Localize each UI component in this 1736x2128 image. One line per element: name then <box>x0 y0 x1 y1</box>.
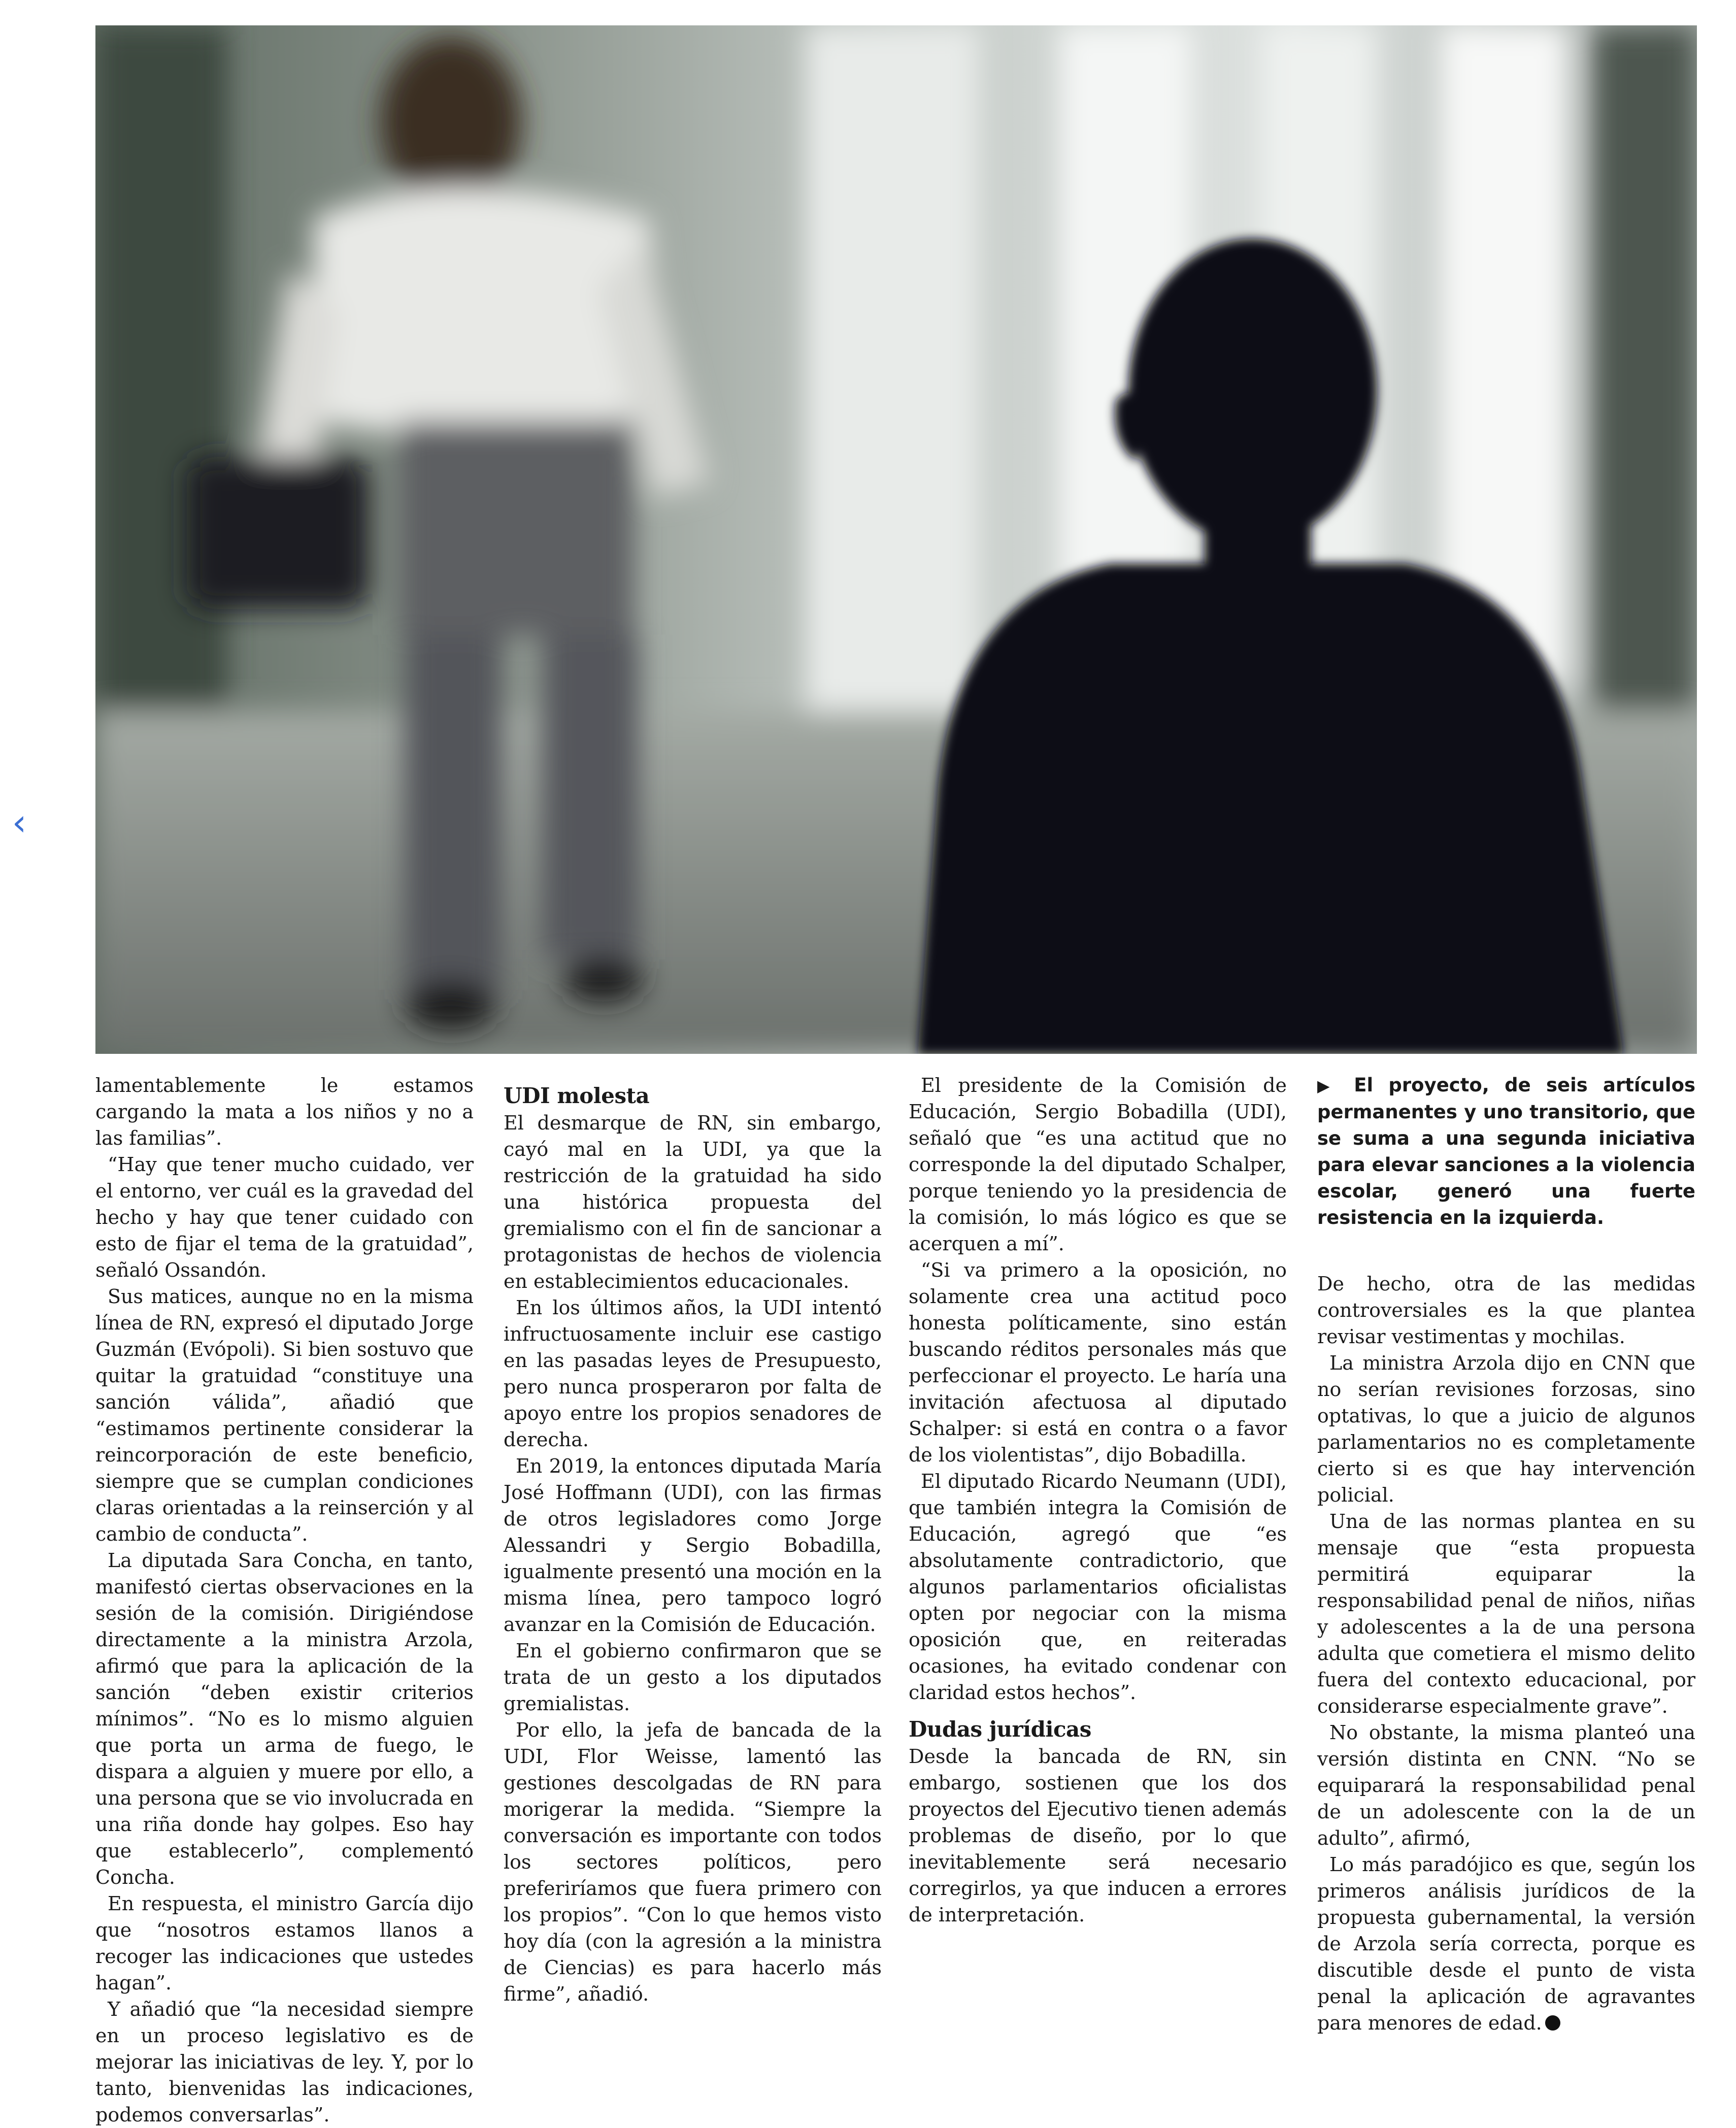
article-column-4 <box>1317 1072 1695 2036</box>
pull-quote-text: El proyecto, de seis artículos permanentes y uno transitorio, que se suma a una segunda iniciativa para elevar sanciones a la violencia escolar, generó una fuerte resistencia en la izquierda. <box>1317 1074 1696 1228</box>
paragraph: “Si va primero a la oposición, no solamente crea una actitud poco honesta políticamente, sino están buscando réditos personales más que perfeccionar el proyecto. Le haría una invitación afectuosa al diputado Schalper: si está en contra o a favor de los violentistas”, dijo Bobadilla. <box>909 1259 1287 1466</box>
article-column-3 <box>909 1072 1287 1928</box>
paragraph: Desde la bancada de RN, sin embargo, sostienen que los dos proyectos del Ejecutivo tienen además problemas de diseño, por lo que inevitablemente será necesario corregirlos, ya que inducen a errores de interpretación. <box>909 1745 1287 1926</box>
paragraph: El diputado Ricardo Neumann (UDI), que también integra la Comisión de Educación, agregó que “es absolutamente contradictorio, que algunos parlamentarios oficialistas opten por negociar con la misma oposición que, en reiteradas ocasiones, ha evitado condenar con claridad estos hechos”. <box>909 1470 1287 1704</box>
paragraph: En respuesta, el ministro García dijo que “nosotros estamos llanos a recoger las indicaciones que ustedes hagan”. <box>95 1892 474 1994</box>
paragraph: Por ello, la jefa de bancada de la UDI, Flor Weisse, lamentó las gestiones descolgadas de RN para morigerar la medida. “Siempre la conversación es importante con todos los sectores políticos, pero preferiríamos que fuera primero con los propios”. “Con lo que hemos visto hoy día (con la agresión a la ministra de Ciencias) es para hacerlo más firme”, añadió. <box>504 1719 882 2005</box>
paragraph: La ministra Arzola dijo en CNN que no serían revisiones forzosas, sino optativas, lo que a juicio de algunos parlamentarios no es completamente cierto si es que hay intervención policial. <box>1317 1352 1695 1506</box>
section-heading: UDI molesta <box>504 1083 650 1108</box>
chevron-left-icon[interactable]: ‹ <box>12 801 27 844</box>
paragraph: No obstante, la misma planteó una versión distinta en CNN. “No se equiparará la responsabilidad penal de un adolescente con la de un adulto”, afirmó, <box>1317 1721 1695 1849</box>
paragraph-last <box>1317 1851 1695 2036</box>
paragraph: lamentablemente le estamos cargando la mata a los niños y no a las familias”. <box>95 1074 474 1149</box>
paragraph: Y añadió que “la necesidad siempre en un proceso legislativo es de mejorar las iniciativas de ley. Y, por lo tanto, bienvenidas las indicaciones, podemos conversarlas”. <box>95 1998 474 2126</box>
paragraph: De hecho, otra de las medidas controversiales es la que plantea revisar vestimentas y mochilas. <box>1317 1273 1695 1348</box>
triangle-right-icon: ▶ <box>1317 1076 1339 1095</box>
paragraph: Una de las normas plantea en su mensaje que “esta propuesta permitirá equiparar la responsabilidad penal de niños, niñas y adolescentes a la de una persona adulta que cometiera el mismo delito fuera del contexto educacional, por considerarse especialmente grave”. <box>1317 1510 1695 1717</box>
article-column-2 <box>504 1072 882 2007</box>
paragraph: En los últimos años, la UDI intentó infructuosamente incluir ese castigo en las pasadas leyes de Presupuesto, pero nunca prosperaron por falta de apoyo entre los propios senadores de derecha. <box>504 1296 882 1451</box>
section-heading: Dudas jurídicas <box>909 1717 1091 1742</box>
article-photo <box>95 25 1697 1054</box>
paragraph: El presidente de la Comisión de Educación, Sergio Bobadilla (UDI), señaló que “es una actitud que no corresponde la del diputado Schalper, porque teniendo yo la presidencia de la comisión, lo más lógico es que se acerquen a mí”. <box>909 1074 1287 1255</box>
paragraph: “Hay que tener mucho cuidado, ver el entorno, ver cuál es la gravedad del hecho y hay que tener cuidado con esto de fijar el tema de la gratuidad”, señaló Ossandón. <box>95 1153 474 1281</box>
paragraph: La diputada Sara Concha, en tanto, manifestó ciertas observaciones en la sesión de la comisión. Dirigiéndose directamente a la ministra Arzola, afirmó que para la aplicación de la sanción “deben existir criterios mínimos”. “No es lo mismo alguien que porta un arma de fuego, le dispara a alguien y muere por ello, a una persona que se vio involucrada en una riña donde hay golpes. Eso hay que establecerlo”, complementó Concha. <box>95 1549 474 1888</box>
pull-quote <box>1317 1072 1695 1231</box>
photo-children-school-hallway-icon <box>95 25 1697 1054</box>
paragraph: En el gobierno confirmaron que se trata de un gesto a los diputados gremialistas. <box>504 1640 882 1715</box>
paragraph-text: Lo más paradójico es que, según los primeros análisis jurídicos de la propuesta gubernamental, la versión de Arzola sería correcta, porque es discutible desde el punto de vista penal la aplicación de agravantes para menores de edad. <box>1317 1853 1695 2034</box>
paragraph: Sus matices, aunque no en la misma línea de RN, expresó el diputado Jorge Guzmán (Evópoli). Si bien sostuvo que quitar la gratuidad “constituye una sanción válida”, añadió que “estimamos pertinente considerar la reincorporación de este beneficio, siempre que se cumplan condiciones claras orientadas a la reinserción y al cambio de conducta”. <box>95 1285 474 1545</box>
article-column-1 <box>95 1072 474 2128</box>
end-mark-icon <box>1545 2015 1560 2031</box>
paragraph: En 2019, la entonces diputada María José Hoffmann (UDI), con las firmas de otros legisladores como Jorge Alessandri y Sergio Bobadilla, igualmente presentó una moción en la misma línea, pero tampoco logró avanzar en la Comisión de Educación. <box>504 1455 882 1636</box>
paragraph: El desmarque de RN, sin embargo, cayó mal en la UDI, ya que la restricción de la gratuidad ha sido una histórica propuesta del gremialismo con el fin de sancionar a protagonistas de hechos de violencia en establecimientos educacionales. <box>504 1112 882 1292</box>
